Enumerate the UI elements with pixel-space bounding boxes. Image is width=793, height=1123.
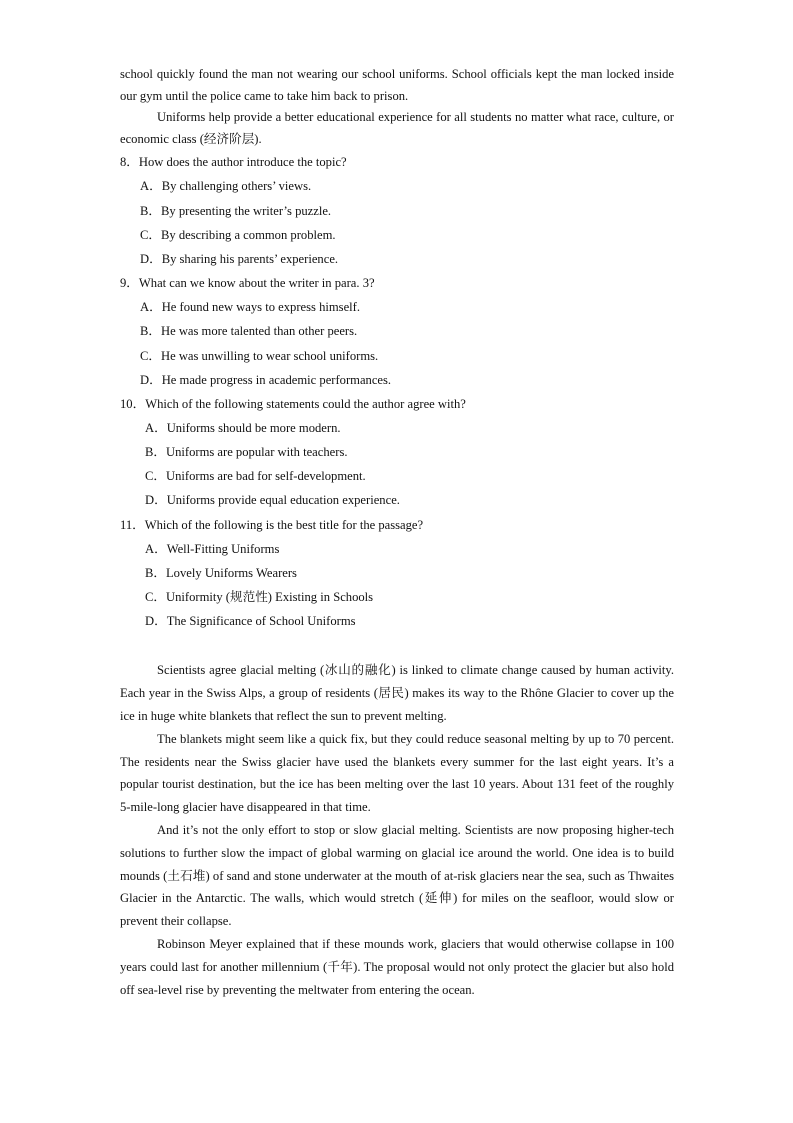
option-b: B．He was more talented than other peers. [140,324,358,339]
passage2-paragraph-1: Scientists agree glacial melting (冰山的融化) is linked to climate change caused by human activity. Each year in the Swiss Alps, a group of residents (居民) makes its way to the Rhône Glacier to cover up the ice in huge white blankets that reflect the sun to prevent melting. [120,663,674,723]
question-stem: 11．Which of the following is the best title for the passage? [120,517,424,532]
option-a: A．Well-Fitting Uniforms [145,541,280,556]
question-stem: 10．Which of the following statements could the author agree with? [120,396,466,411]
option-c: C．Uniforms are bad for self-development. [145,469,366,484]
passage2-paragraph-3: And it’s not the only effort to stop or slow glacial melting. Scientists are now proposing higher-tech solutions to further slow the impact of global warming on glacial ice around the world. One idea is to build mounds (土石堆) of sand and stone underwater at the mouth of at-risk glaciers near the sea, such as Thwaites Glacier in the Antarctic. The walls, which would stretch (延伸) for miles on the seafloor, would slow or prevent their collapse. [120,822,674,929]
option-d: D．The Significance of School Uniforms [145,614,356,629]
passage1-paragraph-2: Uniforms help provide a better educational experience for all students no matter what race, culture, or economic class (经济阶层). [120,110,674,146]
question-list [120,152,674,631]
option-c: C．Uniformity (规范性) Existing in Schools [145,590,374,604]
question-9 [120,273,674,390]
option-d: D．He made progress in academic performances. [140,372,392,387]
passage2-paragraph-4: Robinson Meyer explained that if these mounds work, glaciers that would otherwise collapse in 100 years could last for another millennium (千年). The proposal would not only protect the glacier but also hold off sea-level rise by preventing the meltwater from entering the ocean. [120,936,674,997]
option-b: B．Lovely Uniforms Wearers [145,565,297,580]
option-b: B．Uniforms are popular with teachers. [145,445,348,460]
option-c: C．He was unwilling to wear school uniforms. [140,348,379,363]
question-11 [120,515,674,632]
option-a: A．Uniforms should be more modern. [145,420,341,435]
question-stem: 9．What can we know about the writer in para. 3? [120,276,375,291]
question-8 [120,152,674,269]
option-a: A．He found new ways to express himself. [140,300,360,315]
question-stem: 8．How does the author introduce the topic? [120,155,347,170]
section-gap [120,635,674,659]
passage1-paragraph-1: school quickly found the man not wearing our school uniforms. School officials kept the man locked inside our gym until the police came to take him back to prison. [120,67,674,103]
passage2-paragraph-2: The blankets might seem like a quick fix, but they could reduce seasonal melting by up to 70 percent. The residents near the Swiss glacier have used the blankets every summer for the last eight years. It’s a popular tourist destination, but the ice has been melting over the last 10 years. About 131 feet of the roughly 5-mile-long glacier have disappeared in that time. [120,731,674,815]
option-d: D．By sharing his parents’ experience. [140,251,339,266]
option-a: A．By challenging others’ views. [140,179,312,194]
option-d: D．Uniforms provide equal education experience. [145,493,400,508]
document-page [120,64,674,1001]
option-c: C．By describing a common problem. [140,227,336,242]
question-10 [120,394,674,511]
option-b: B．By presenting the writer’s puzzle. [140,203,332,218]
